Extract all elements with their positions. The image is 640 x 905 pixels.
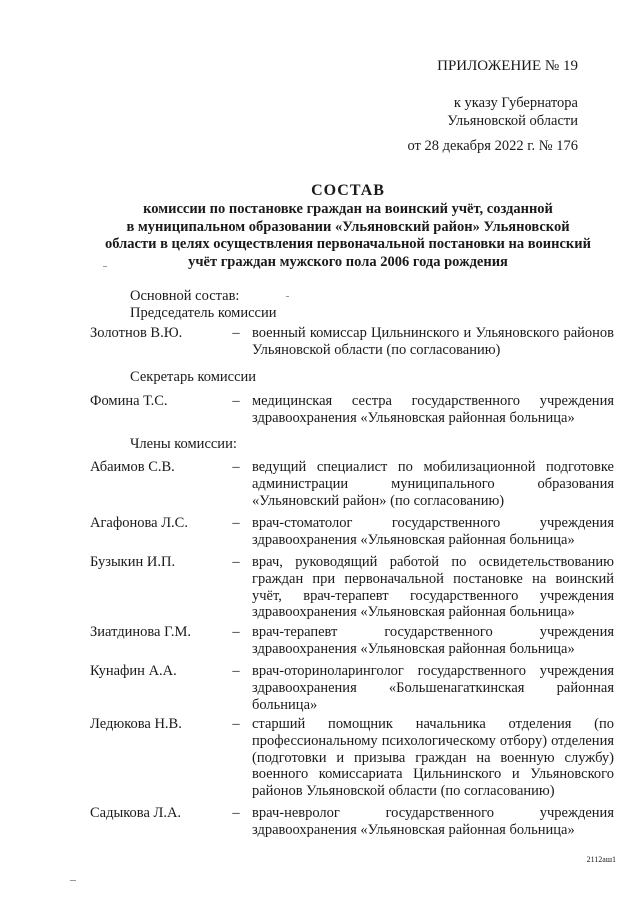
title-heading: СОСТАВ bbox=[311, 182, 385, 199]
member-role: медицинская сестра государственного учреждения здравоохранения «Ульяновская районная больница» bbox=[252, 393, 614, 426]
member-name: Кунафин А.А. bbox=[90, 663, 177, 679]
scan-speck bbox=[70, 880, 76, 881]
member-role: врач, руководящий работой по освидетельствованию граждан при первоначальной постановке на воинский учёт, врач-терапевт государственного учреждения здравоохранения «Ульяновская районная больница» bbox=[252, 554, 614, 621]
section-members: Члены комиссии: bbox=[130, 436, 237, 452]
member-dash: – bbox=[232, 624, 240, 640]
member-dash: – bbox=[232, 716, 240, 732]
decree-line-2: Ульяновской области bbox=[447, 113, 578, 129]
member-role: военный комиссар Цильнинского и Ульяновского районов Ульяновской области (по согласованию) bbox=[252, 325, 614, 358]
document-title bbox=[88, 181, 608, 271]
decree-line-1: к указу Губернатора bbox=[453, 95, 578, 111]
member-role: врач-оториноларинголог государственного учреждения здравоохранения «Большенагаткинская районная больница» bbox=[252, 663, 614, 713]
member-name: Ледюкова Н.В. bbox=[90, 716, 182, 732]
decree-date: от 28 декабря 2022 г. № 176 bbox=[407, 138, 578, 154]
member-name: Абаимов С.В. bbox=[90, 459, 175, 475]
section-main-composition: Основной состав: bbox=[130, 288, 240, 304]
member-dash: – bbox=[232, 459, 240, 475]
member-dash: – bbox=[232, 663, 240, 679]
document-code: 2112aш1 bbox=[586, 855, 616, 864]
section-chairman: Председатель комиссии bbox=[130, 305, 277, 321]
scan-speck bbox=[103, 266, 107, 267]
member-dash: – bbox=[232, 393, 240, 409]
member-name: Золотнов В.Ю. bbox=[90, 325, 183, 341]
member-name: Агафонова Л.С. bbox=[90, 515, 188, 531]
section-secretary: Секретарь комиссии bbox=[130, 369, 257, 385]
member-name: Фомина Т.С. bbox=[90, 393, 168, 409]
member-role: врач-невролог государственного учреждения здравоохранения «Ульяновская районная больница» bbox=[252, 805, 614, 838]
member-dash: – bbox=[232, 325, 240, 341]
member-role: старший помощник начальника отделения (по профессиональному психологическому отбору) отделения (подготовки и призыва граждан на военную службу) военного комиссариата Цильнинского и Ульяновского районов Ульяновской области (по согласованию) bbox=[252, 716, 614, 800]
member-role: ведущий специалист по мобилизационной подготовке администрации муниципального образования «Ульяновский район» (по согласованию) bbox=[252, 459, 614, 509]
member-name: Бузыкин И.П. bbox=[90, 554, 176, 570]
appendix-number: ПРИЛОЖЕНИЕ № 19 bbox=[437, 58, 578, 74]
title-line-1: комиссии по постановке граждан на воинский учёт, созданной bbox=[143, 201, 553, 217]
title-line-4: учёт граждан мужского пола 2006 года рождения bbox=[188, 253, 508, 270]
title-line-3: области в целях осуществления первоначальной постановки на воинский bbox=[105, 236, 591, 252]
member-role: врач-терапевт государственного учреждения здравоохранения «Ульяновская районная больница» bbox=[252, 624, 614, 657]
decree-reference bbox=[447, 94, 578, 130]
member-role: врач-стоматолог государственного учреждения здравоохранения «Ульяновская районная больница» bbox=[252, 515, 614, 548]
member-dash: – bbox=[232, 515, 240, 531]
member-name: Зиатдинова Г.М. bbox=[90, 624, 191, 640]
member-dash: – bbox=[232, 805, 240, 821]
scan-speck bbox=[286, 296, 289, 297]
member-name: Садыкова Л.А. bbox=[90, 805, 182, 821]
member-dash: – bbox=[232, 554, 240, 570]
title-line-2: в муниципальном образовании «Ульяновский район» Ульяновской bbox=[126, 218, 570, 235]
